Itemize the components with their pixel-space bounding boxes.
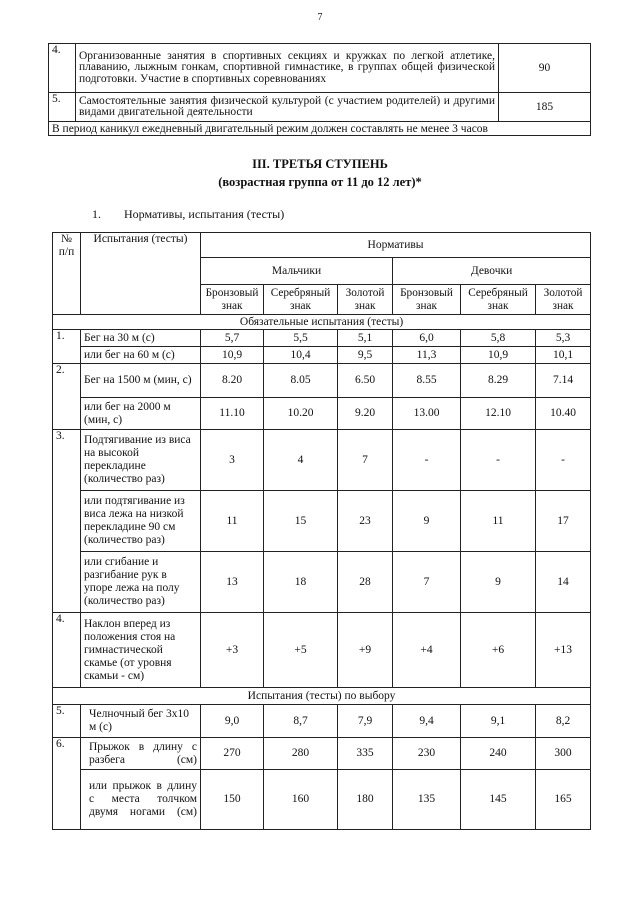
norm-value: 9,4 [393, 705, 461, 738]
norm-value: 180 [338, 770, 393, 830]
norm-value: 8,7 [264, 705, 338, 738]
norm-value: 230 [393, 738, 461, 770]
subsection-number: 1. [92, 207, 101, 221]
norm-value: 9,5 [338, 347, 393, 364]
row-number: 6. [53, 738, 81, 830]
norm-value: +13 [536, 613, 591, 688]
subsection-title: Нормативы, испытания (тесты) [124, 207, 285, 221]
norm-value: 5,5 [264, 330, 338, 347]
page-number: 7 [317, 12, 323, 23]
activity-value: 90 [499, 44, 591, 93]
norm-value: - [393, 430, 461, 491]
section-row [53, 315, 591, 330]
norm-value: 7,9 [338, 705, 393, 738]
header-gold: Золотой знак [536, 285, 591, 315]
norm-value: 11.10 [201, 398, 264, 430]
table-row [53, 552, 591, 613]
norm-value: 10,9 [201, 347, 264, 364]
norm-value: 10,1 [536, 347, 591, 364]
header-number: № п/п [53, 233, 81, 315]
row-number: 4. [49, 44, 76, 93]
test-name: или прыжок в длину с места толчком двумя ногами (см) [81, 770, 201, 830]
norm-value: 11 [201, 491, 264, 552]
table-row [53, 430, 591, 491]
subsection-heading [92, 207, 284, 222]
header-silver: Серебряный знак [264, 285, 338, 315]
top-activity-table [48, 43, 591, 136]
norm-value: +4 [393, 613, 461, 688]
row-number: 3. [53, 430, 81, 613]
table-row [53, 398, 591, 430]
header-gold: Золотой знак [338, 285, 393, 315]
norm-value: 15 [264, 491, 338, 552]
row-number: 5. [53, 705, 81, 738]
norm-value: +3 [201, 613, 264, 688]
norm-value: 8.55 [393, 364, 461, 398]
norm-value: 9,1 [461, 705, 536, 738]
norm-value: 8,2 [536, 705, 591, 738]
table-row [53, 491, 591, 552]
norm-value: 280 [264, 738, 338, 770]
table-row [53, 738, 591, 770]
norm-value: 240 [461, 738, 536, 770]
norm-value: 7 [393, 552, 461, 613]
norm-value: 28 [338, 552, 393, 613]
activity-text: Организованные занятия в спортивных секциях и кружках по легкой атлетике, плаванию, лыжным гонкам, спортивной гимнастике, в группах общей физической подготовки. Участие в спортивных соревнованиях [76, 44, 499, 93]
table-row [53, 347, 591, 364]
norm-value: +9 [338, 613, 393, 688]
table-row [49, 44, 591, 93]
test-name: Наклон вперед из положения стоя на гимнастической скамье (от уровня скамьи - см) [81, 613, 201, 688]
norm-value: 8.20 [201, 364, 264, 398]
row-number: 1. [53, 330, 81, 364]
norm-value: 270 [201, 738, 264, 770]
norm-value: 6,0 [393, 330, 461, 347]
norm-value: 165 [536, 770, 591, 830]
header-boys: Мальчики [201, 258, 393, 285]
header-row [53, 233, 591, 258]
norm-value: 13.00 [393, 398, 461, 430]
norm-value: 5,1 [338, 330, 393, 347]
norm-value: 5,3 [536, 330, 591, 347]
test-name: Бег на 1500 м (мин, с) [81, 364, 201, 398]
norm-value: 11 [461, 491, 536, 552]
section-row [53, 688, 591, 705]
header-bronze: Бронзовый знак [393, 285, 461, 315]
norm-value: 11,3 [393, 347, 461, 364]
test-name: Бег на 30 м (с) [81, 330, 201, 347]
norm-value: 23 [338, 491, 393, 552]
table-row [49, 93, 591, 122]
row-number: 5. [49, 93, 76, 122]
test-name: или подтягивание из виса лежа на низкой перекладине 90 см (количество раз) [81, 491, 201, 552]
norm-value: 7.14 [536, 364, 591, 398]
test-name: Челночный бег 3х10 м (с) [81, 705, 201, 738]
test-name: или бег на 60 м (с) [81, 347, 201, 364]
norm-value: 10.40 [536, 398, 591, 430]
test-name: или сгибание и разгибание рук в упоре лежа на полу (количество раз) [81, 552, 201, 613]
norm-value: 6.50 [338, 364, 393, 398]
norm-value: 9 [461, 552, 536, 613]
table-row [49, 122, 591, 136]
activity-text: Самостоятельные занятия физической культурой (с участием родителей) и другими видами двигательной деятельности [76, 93, 499, 122]
row-number: 4. [53, 613, 81, 688]
header-norms: Нормативы [201, 233, 591, 258]
norm-value: 8.05 [264, 364, 338, 398]
norm-value: 10,4 [264, 347, 338, 364]
section-subtitle: (возрастная группа от 11 до 12 лет)* [218, 175, 422, 189]
norm-value: 335 [338, 738, 393, 770]
norm-value: 13 [201, 552, 264, 613]
header-silver: Серебряный знак [461, 285, 536, 315]
table-row [53, 330, 591, 347]
mandatory-tests-label: Обязательные испытания (тесты) [53, 315, 591, 330]
norm-value: 9,0 [201, 705, 264, 738]
test-name: Прыжок в длину с разбега (см) [81, 738, 201, 770]
test-name: или бег на 2000 м (мин, с) [81, 398, 201, 430]
norm-value: 160 [264, 770, 338, 830]
optional-tests-label: Испытания (тесты) по выбору [53, 688, 591, 705]
norm-value: 5,8 [461, 330, 536, 347]
norm-value: 4 [264, 430, 338, 491]
norm-value: 14 [536, 552, 591, 613]
table-row [53, 770, 591, 830]
norm-value: 3 [201, 430, 264, 491]
norm-value: 18 [264, 552, 338, 613]
norm-value: 145 [461, 770, 536, 830]
norm-value: 10.20 [264, 398, 338, 430]
norm-value: 17 [536, 491, 591, 552]
norm-value: 10,9 [461, 347, 536, 364]
table-row [53, 364, 591, 398]
norms-table [52, 232, 591, 830]
norm-value: 9.20 [338, 398, 393, 430]
header-girls: Девочки [393, 258, 591, 285]
activity-value: 185 [499, 93, 591, 122]
table-row [53, 613, 591, 688]
norm-value: 300 [536, 738, 591, 770]
regime-note: В период каникул ежедневный двигательный режим должен составлять не менее 3 часов [49, 122, 591, 136]
norm-value: +5 [264, 613, 338, 688]
norm-value: - [536, 430, 591, 491]
norm-value: +6 [461, 613, 536, 688]
header-test: Испытания (тесты) [81, 233, 201, 315]
norm-value: 5,7 [201, 330, 264, 347]
norm-value: 12.10 [461, 398, 536, 430]
norm-value: 135 [393, 770, 461, 830]
norm-value: 7 [338, 430, 393, 491]
norm-value: 8.29 [461, 364, 536, 398]
table-row [53, 705, 591, 738]
norm-value: - [461, 430, 536, 491]
norm-value: 150 [201, 770, 264, 830]
row-number: 2. [53, 364, 81, 430]
test-name: Подтягивание из виса на высокой перекладине (количество раз) [81, 430, 201, 491]
norm-value: 9 [393, 491, 461, 552]
section-title: III. ТРЕТЬЯ СТУПЕНЬ [252, 157, 388, 171]
header-bronze: Бронзовый знак [201, 285, 264, 315]
